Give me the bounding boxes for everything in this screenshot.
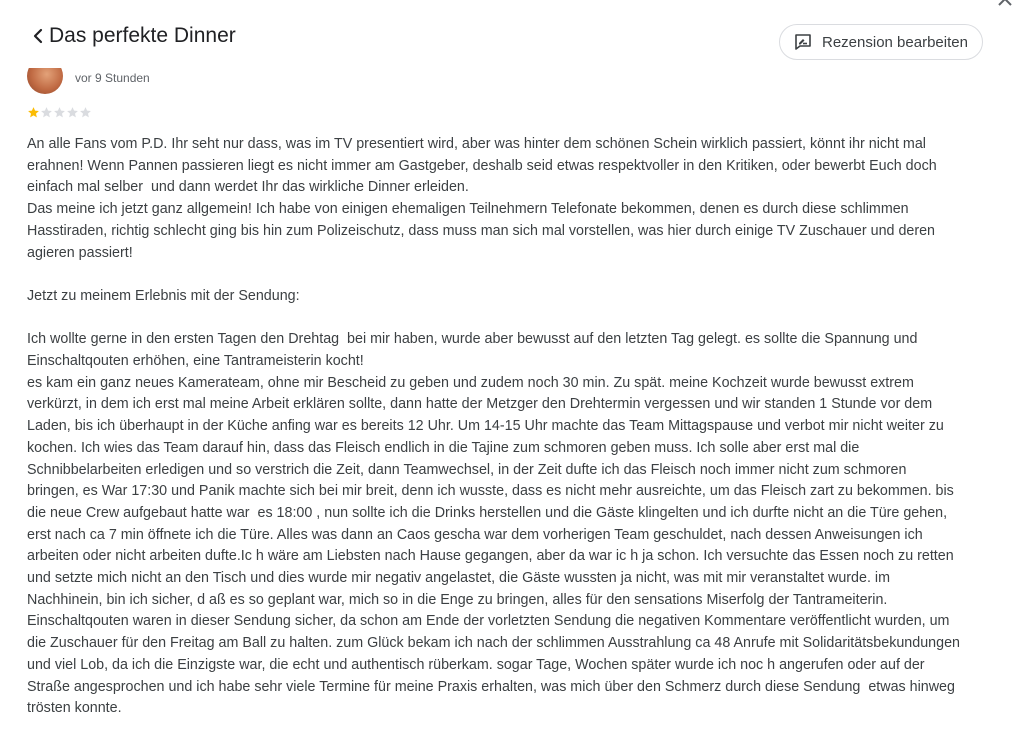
rate-review-icon bbox=[793, 32, 813, 52]
star-filled-icon bbox=[27, 106, 40, 119]
edit-review-button[interactable] bbox=[779, 24, 983, 60]
avatar bbox=[27, 58, 63, 94]
page-title: Das perfekte Dinner bbox=[49, 24, 236, 47]
close-icon[interactable] bbox=[996, 0, 1014, 8]
star-empty-icon bbox=[66, 106, 79, 119]
edit-review-label: Rezension bearbeiten bbox=[822, 33, 968, 51]
review-paragraph: Ich wollte gerne in den ersten Tagen den Drehtag bei mir haben, wurde aber bewusst auf den letzten Tag gelegt. es sollte die Spannung und Einschaltqouten erhöhen, eine Tantrameisterin kocht! es kam ein ganz neues Kamerateam, ohne mir Bescheid zu geben und zudem noch 30 min. Zu spät. meine Kochzeit wurde bewusst extrem verkürzt, in dem ich erst mal meine Arbeit erklären sollte, dann hatte der Metzger den Drehtermin vergessen und wir standen 1 Stunde vor dem Laden, bis ich überhaupt in der Küche anfing war es bereits 12 Uhr. Um 14-15 Uhr machte das Team Mittagspause und verbot mir nicht weiter zu kochen. Ich wies das Team darauf hin, dass das Fleisch endlich in die Tajine zum schmoren geben muss. Ich solle aber erst mal die Schnibbelarbeiten erledigen und so verstrich die Zeit, dann Teamwechsel, in der Zeit dufte ich das Fleisch noch immer nicht zum schmoren bringen, es War 17:30 und Panik machte sich bei mir breit, denn ich wusste, dass es nicht mehr ausreichte, um das Fleisch zart zu bekommen. bis die neue Crew aufgebaut hatte war es 18:00 , nun sollte ich die Drinks herstellen und die Gäste klingelten und ich durfte nicht an die Türe gehen, erst nach ca 7 min öffnete ich die Türe. Alles was dann an Caos gescha war dem vorherigen Team geschuldet, nach dessen Anweisungen ich arbeiten oder nicht arbeiten dufte.Ic h wäre am Liebsten nach Hause gegangen, aber da war ic h ja schon. Ich versuchte das Essen noch zu retten und setzte mich nicht an den Tisch und dies wurde mir negativ angelastet, die Gäste wussten ja nicht, was mit mir veranstaltet wurde. im Nachhinein, bin ich sicher, d aß es so geplant war, mich so in die Enge zu bringen, alles für den sensations Miserfolg der Tantrameiterin. Einschaltqouten waren in dieser Sendung sicher, da schon am Ende der vorletzten Sendung die negativen Kommentare veröffentlicht wurden, um die Zuschauer für den Freitag am Ball zu halten. zum Glück bekam ich nach der schlimmen Ausstrahlung ca 48 Anrufe mit Solidaritätsbekundungen und viel Lob, da ich die Einzigste war, die echt und authentisch rüberkam. sogar Tage, Wochen später wurde ich noc h angerufen oder auf der Straße angesprochen und ich habe sehr viele Termine für meine Praxis erhalten, was mich über den Schmerz durch diese Sendung etwas hinweg trösten konnte. bbox=[27, 331, 960, 717]
review-text bbox=[27, 134, 962, 720]
star-rating bbox=[27, 106, 92, 119]
review-paragraph: An alle Fans vom P.D. Ihr seht nur dass, was im TV presentiert wird, aber was hinter dem schönen Schein wirklich passiert, könnt ihr nicht mal erahnen! Wenn Pannen passieren liegt es nicht immer am Gastgeber, deshalb seid etwas respektvoller in den Kritiken, oder bewerbt Euch doch einfach mal selber und dann werdet Ihr das wirkliche Dinner erleiden. Das meine ich jetzt ganz allgemein! Ich habe von einigen ehemaligen Teilnehmern Telefonate bekommen, denen es durch diese schlimmen Hasstiraden, richtig schlecht ging bis hin zum Polizeischutz, dass muss man sich mal vorstellen, was hier durch einige TV Zuschauer und deren agieren passiert! bbox=[27, 136, 937, 261]
review-time: vor 9 Stunden bbox=[75, 71, 150, 85]
star-empty-icon bbox=[40, 106, 53, 119]
star-empty-icon bbox=[53, 106, 66, 119]
review-paragraph: Jetzt zu meinem Erlebnis mit der Sendung: bbox=[27, 287, 300, 304]
star-empty-icon bbox=[79, 106, 92, 119]
back-button[interactable] bbox=[26, 22, 50, 50]
chevron-left-icon bbox=[31, 27, 45, 45]
